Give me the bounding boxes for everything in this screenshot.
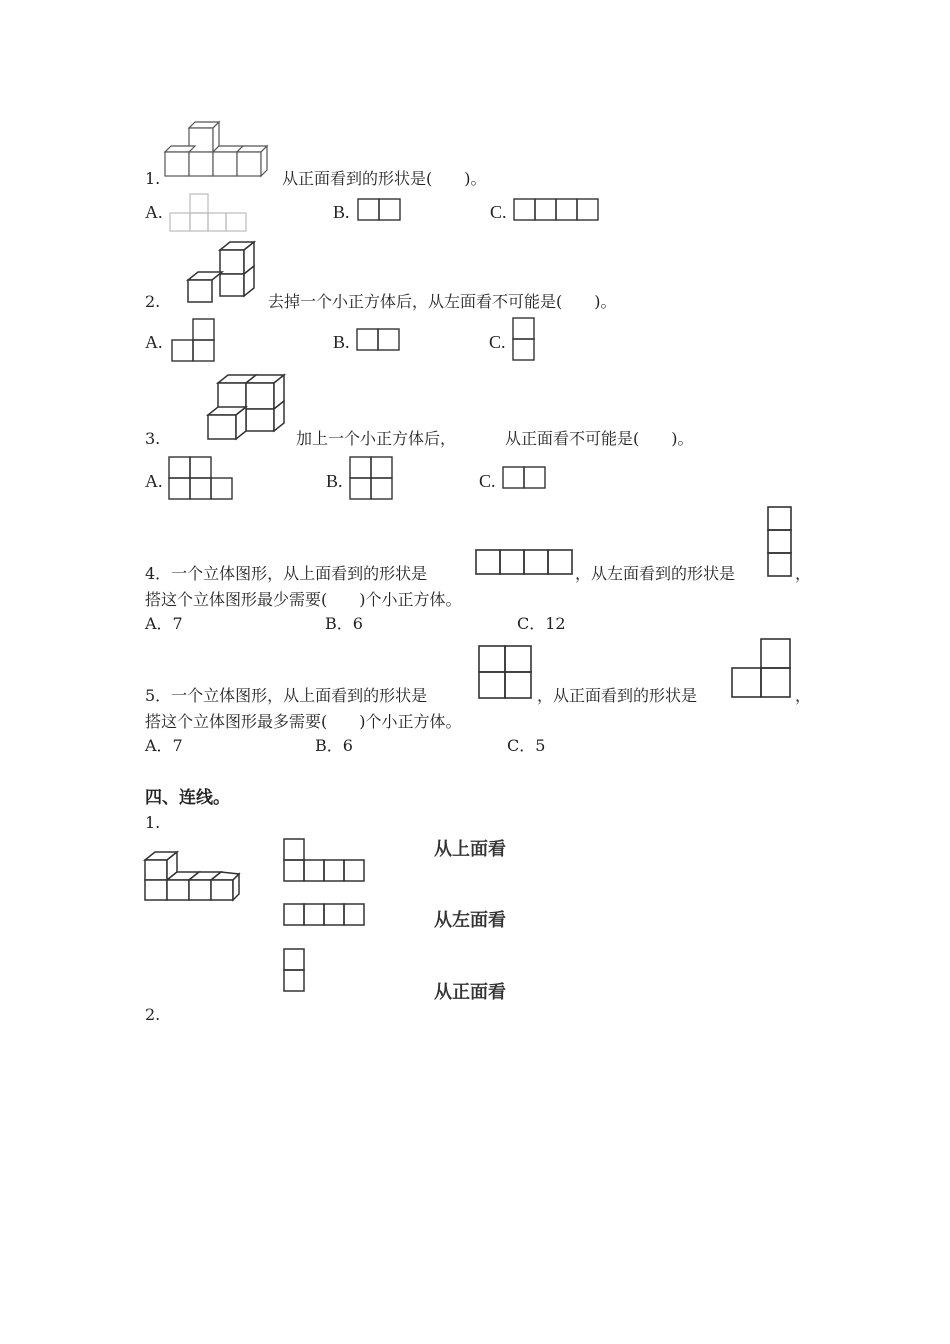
q3-option-b-label: B. [326, 471, 343, 491]
q4-line2: 搭这个立体图形最少需要( )个小正方体。 [145, 590, 462, 609]
q5-front-view-shape [731, 638, 793, 700]
q1-option-c-label: C. [490, 202, 507, 222]
q3-figure [208, 375, 288, 441]
q2-option-a-label: A. [145, 332, 163, 352]
match-label-left-view: 从左面看 [434, 910, 506, 931]
q1-option-c-shape [513, 198, 603, 222]
section-sub-number-2: 2. [145, 1005, 161, 1024]
q3-option-a-shape [168, 456, 236, 502]
match-view-shape-2 [283, 903, 369, 927]
q2-text: 去掉一个小正方体后，从左面看不可能是( )。 [268, 292, 617, 311]
q4-line1-part-c: ， [795, 564, 812, 583]
q4-line1-part-b: ，从左面看到的形状是 [575, 564, 736, 583]
q1-option-b-label: B. [333, 202, 350, 222]
q3-option-c-shape [502, 466, 548, 490]
q5-top-view-shape [478, 645, 534, 701]
section-heading: 四、连线。 [145, 788, 230, 808]
q5-line1-part-a: 5．一个立体图形，从上面看到的形状是 [145, 686, 428, 705]
q3-option-a-label: A. [145, 471, 163, 491]
q4-left-view-shape [767, 506, 793, 578]
q3-text-b: 从正面看不可能是( )。 [505, 429, 694, 448]
q3-number: 3. [145, 429, 161, 448]
match-label-front-view: 从正面看 [434, 982, 506, 1003]
q5-line1-part-c: ， [795, 686, 812, 705]
q1-figure [165, 122, 277, 178]
match-solid-figure [145, 852, 241, 902]
q2-option-b-shape [356, 328, 402, 352]
q5-option-b: B．6 [315, 736, 353, 755]
match-view-shape-3 [283, 948, 307, 994]
q3-text-a: 加上一个小正方体后， [296, 429, 457, 448]
q4-option-a: A．7 [145, 614, 183, 633]
q1-option-a-shape [170, 194, 248, 234]
q5-line1-part-b: ，从正面看到的形状是 [537, 686, 698, 705]
q5-line2: 搭这个立体图形最多需要( )个小正方体。 [145, 712, 462, 731]
q4-option-b: B．6 [325, 614, 363, 633]
q5-option-c: C．5 [507, 736, 546, 755]
q2-option-c-label: C. [489, 332, 506, 352]
section-sub-number-1: 1. [145, 813, 161, 832]
q2-option-a-shape [171, 318, 217, 364]
q2-option-b-label: B. [333, 332, 350, 352]
q1-number: 1. [145, 169, 161, 188]
match-label-top-view: 从上面看 [434, 839, 506, 860]
q1-option-b-shape [357, 198, 403, 222]
q3-option-b-shape [349, 456, 395, 502]
q2-figure [188, 242, 258, 304]
q1-option-a-label: A. [145, 202, 163, 222]
match-view-shape-1 [283, 838, 369, 884]
q4-top-view-shape [475, 549, 573, 577]
q2-option-c-shape [512, 317, 536, 363]
q4-option-c: C．12 [517, 614, 566, 633]
q1-text: 从正面看到的形状是( )。 [282, 169, 487, 188]
q3-option-c-label: C. [479, 471, 496, 491]
q4-line1-part-a: 4．一个立体图形，从上面看到的形状是 [145, 564, 428, 583]
q2-number: 2. [145, 292, 161, 311]
q5-option-a: A．7 [145, 736, 183, 755]
